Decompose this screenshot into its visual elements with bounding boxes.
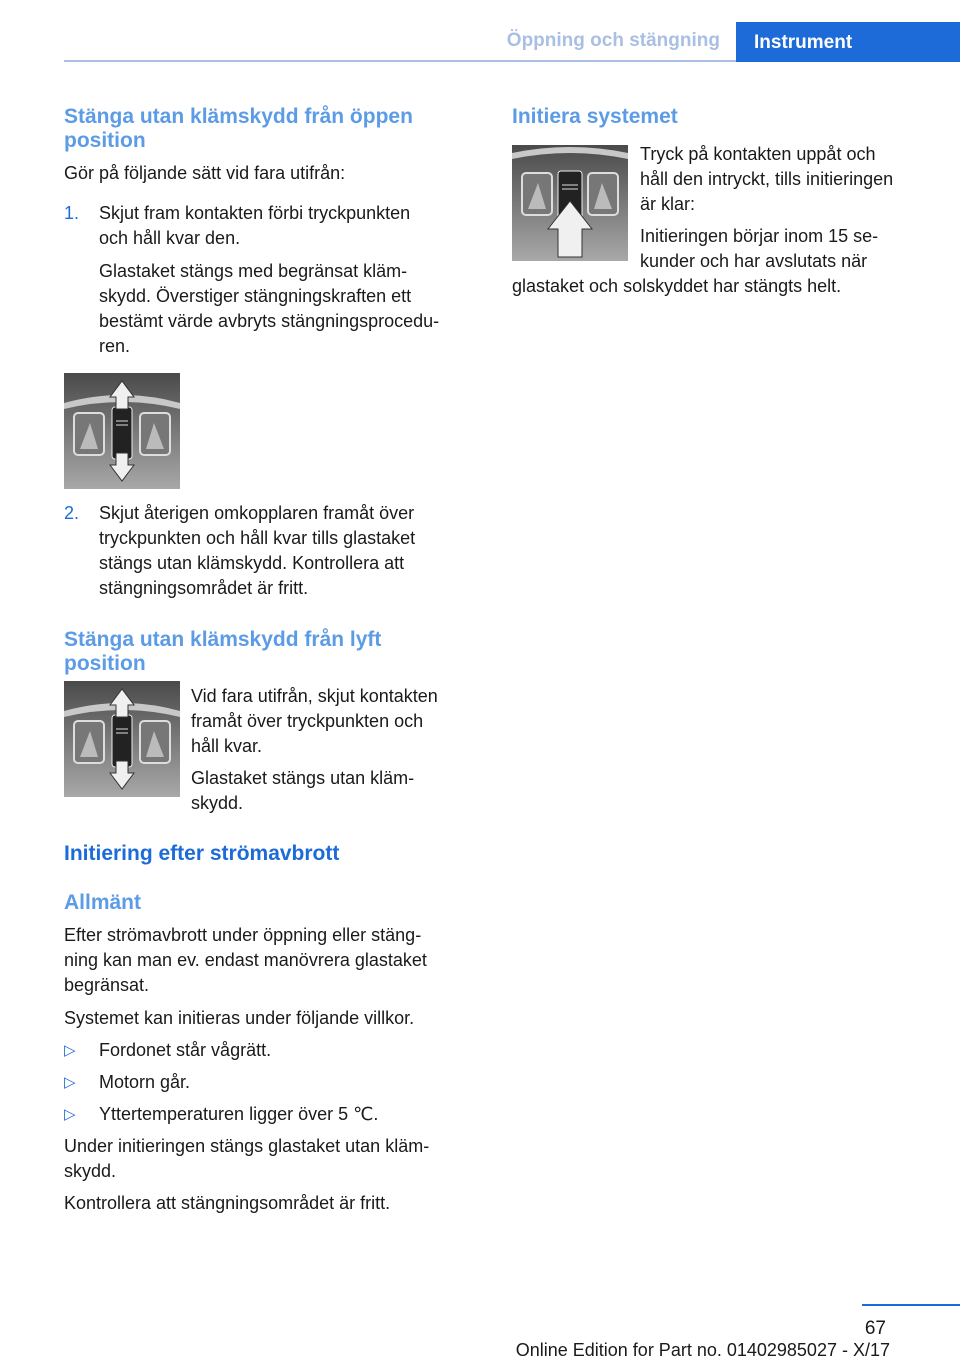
heading-init-system: Initiera systemet: [512, 105, 678, 128]
step-number: 2.: [64, 503, 80, 523]
init-duration-text: Initieringen börjar inom 15 se- kunder och har avslutats när: [640, 226, 879, 271]
general-text: Efter strömavbrott under öppning eller stäng- ning kan man ev. endast manövrera glastaket begränsat.: [64, 925, 427, 995]
subheading-general: Allmänt: [64, 891, 142, 914]
footer-rule: [862, 1304, 960, 1306]
header-chapter-tab[interactable]: [736, 22, 960, 62]
edition-note: Online Edition for Part no. 01402985027 - X/17: [515, 1340, 890, 1360]
conditions-intro: Systemet kan initieras under följande villkor.: [64, 1008, 415, 1028]
step-number: 1.: [64, 203, 80, 223]
lift-close-text: Vid fara utifrån, skjut kontakten framåt över tryckpunkten och håll kvar.: [191, 686, 438, 756]
bullet-triangle-icon: ▷: [64, 1074, 76, 1091]
condition-item: Yttertemperaturen ligger över 5 ℃.: [99, 1104, 379, 1124]
intro-text: Gör på följande sätt vid fara utifrån:: [64, 163, 346, 183]
check-area-text: Kontrollera att stängningsområdet är fritt.: [64, 1193, 391, 1213]
step-1-text: Skjut fram kontakten förbi tryckpunkten och håll kvar den.: [99, 203, 411, 248]
bullet-triangle-icon: ▷: [64, 1042, 76, 1059]
heading-close-from-lift: Stänga utan klämskydd från lyft position: [64, 628, 382, 675]
header-section-title: Öppning och stängning: [506, 30, 720, 51]
condition-item: Fordonet står vågrätt.: [99, 1040, 272, 1060]
roof-switch-up-down-figure: [64, 681, 180, 797]
heading-init-after-power-loss: Initiering efter strömavbrott: [64, 842, 340, 865]
during-init-text: Under initieringen stängs glastaket utan kläm- skydd.: [64, 1136, 430, 1181]
heading-close-from-open: Stänga utan klämskydd från öppen position: [64, 105, 413, 152]
init-duration-text-cont: glastaket och solskyddet har stängts helt.: [512, 276, 842, 296]
roof-switch-up-down-figure: [64, 373, 180, 489]
condition-item: Motorn går.: [99, 1072, 191, 1092]
bullet-triangle-icon: ▷: [64, 1106, 76, 1123]
step-2-text: Skjut återigen omkopplaren framåt över tryckpunkten och håll kvar tills glastaket stängs utan klämskydd. Kontrollera att stängningsområdet är fritt.: [99, 503, 416, 598]
roof-switch-up-figure: [512, 145, 628, 261]
header-chapter-label: Instrument: [754, 32, 853, 53]
step-1-note: Glastaket stängs med begränsat kläm- skydd. Överstiger stängningskraften ett bestämt värde avbryts stängningsprocedu- ren.: [99, 261, 440, 356]
init-instruction-text: Tryck på kontakten uppåt och håll den intryckt, tills initieringen är klar:: [640, 144, 894, 214]
page-number: 67: [864, 1318, 886, 1339]
lift-close-note: Glastaket stängs utan kläm- skydd.: [191, 768, 415, 813]
